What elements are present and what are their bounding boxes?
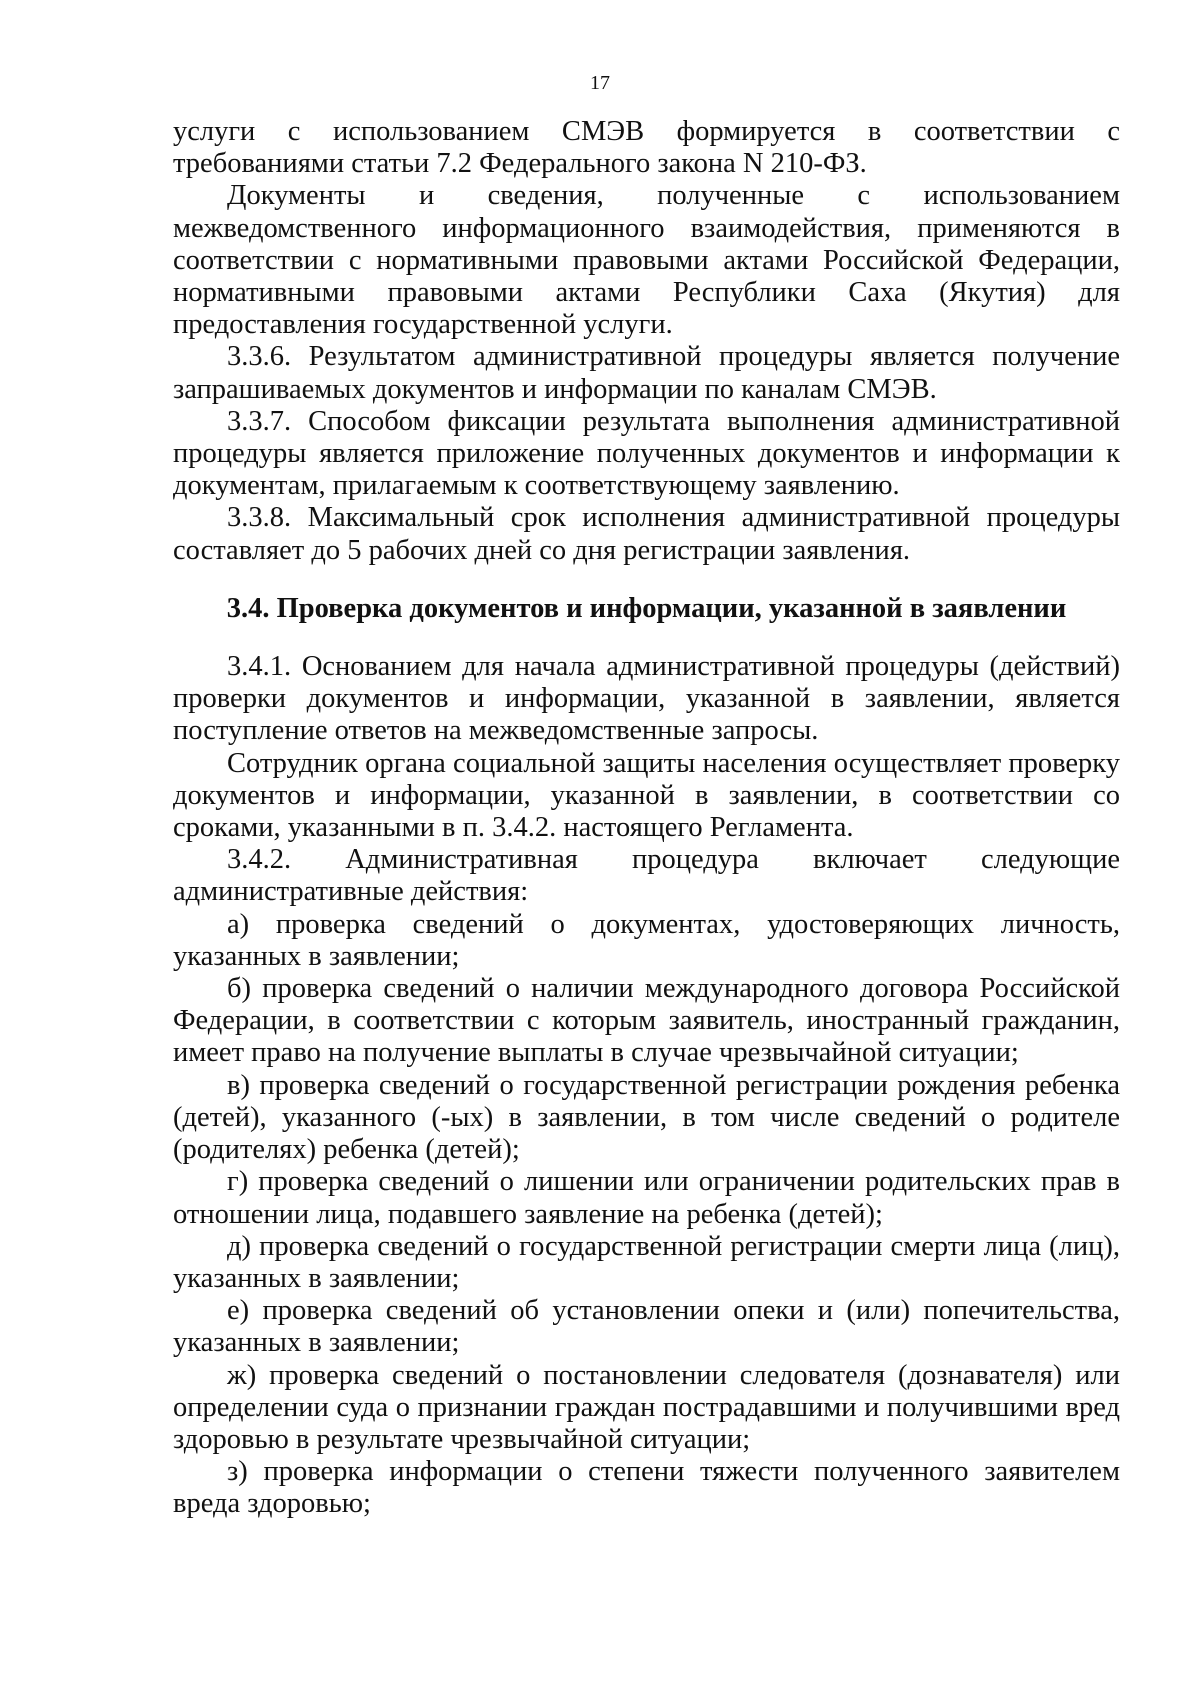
paragraph-3-3-7: 3.3.7. Способом фиксации результата выполнения административной процедуры является приложение полученных документов и информации к документам, прилагаемым к соответствующему заявлению. xyxy=(173,405,1120,502)
paragraph-3-4-1: 3.4.1. Основанием для начала административной процедуры (действий) проверки документов и информации, указанной в заявлении, является поступление ответов на межведомственные запросы. xyxy=(173,651,1120,747)
list-item-zh: ж) проверка сведений о постановлении следователя (дознавателя) или определении суда о признании граждан пострадавшими и получившими вред здоровью в результате чрезвычайной ситуации; xyxy=(173,1359,1120,1455)
paragraph-employee-check: Сотрудник органа социальной защиты населения осуществляет проверку документов и информации, указанной в заявлении, в соответствии со сроками, указанными в п. 3.4.2. настоящего Регламента. xyxy=(173,747,1120,844)
list-item-z: з) проверка информации о степени тяжести полученного заявителем вреда здоровью; xyxy=(173,1456,1120,1520)
list-item-v: в) проверка сведений о государственной регистрации рождения ребенка (детей), указанного (-ых) в заявлении, в том числе сведений о родителе (родителях) ребенка (детей); xyxy=(173,1069,1120,1166)
page-number: 17 xyxy=(590,72,610,94)
paragraph-3-3-6: 3.3.6. Результатом административной процедуры является получение запрашиваемых документов и информации по каналам СМЭВ. xyxy=(173,341,1120,405)
list-item-a: а) проверка сведений о документах, удостоверяющих личность, указанных в заявлении; xyxy=(173,908,1120,972)
document-body xyxy=(173,116,1120,1521)
paragraph-3-3-8: 3.3.8. Максимальный срок исполнения административной процедуры составляет до 5 рабочих дней со дня регистрации заявления. xyxy=(173,502,1120,566)
section-heading-3-4: 3.4. Проверка документов и информации, указанной в заявлении xyxy=(226,592,1067,624)
paragraph-3-4-2: 3.4.2. Административная процедура включает следующие административные действия: xyxy=(173,844,1120,908)
list-item-e: е) проверка сведений об установлении опеки и (или) попечительства, указанных в заявлении; xyxy=(173,1295,1120,1359)
list-item-g: г) проверка сведений о лишении или ограничении родительских прав в отношении лица, подавшего заявление на ребенка (детей); xyxy=(173,1166,1120,1230)
list-item-b: б) проверка сведений о наличии международного договора Российской Федерации, в соответствии с которым заявитель, иностранный гражданин, имеет право на получение выплаты в случае чрезвычайной ситуации; xyxy=(173,973,1120,1069)
paragraph-continuation: услуги с использованием СМЭВ формируется в соответствии с требованиями статьи 7.2 Федерального закона N 210-ФЗ. xyxy=(173,116,1120,180)
list-item-d: д) проверка сведений о государственной регистрации смерти лица (лиц), указанных в заявлении; xyxy=(173,1230,1120,1294)
paragraph-documents-info: Документы и сведения, полученные с использованием межведомственного информационного взаимодействия, применяются в соответствии с нормативными правовыми актами Российской Федерации, нормативными правовыми актами Республики Саха (Якутия) для предоставления государственной услуги. xyxy=(173,180,1120,341)
